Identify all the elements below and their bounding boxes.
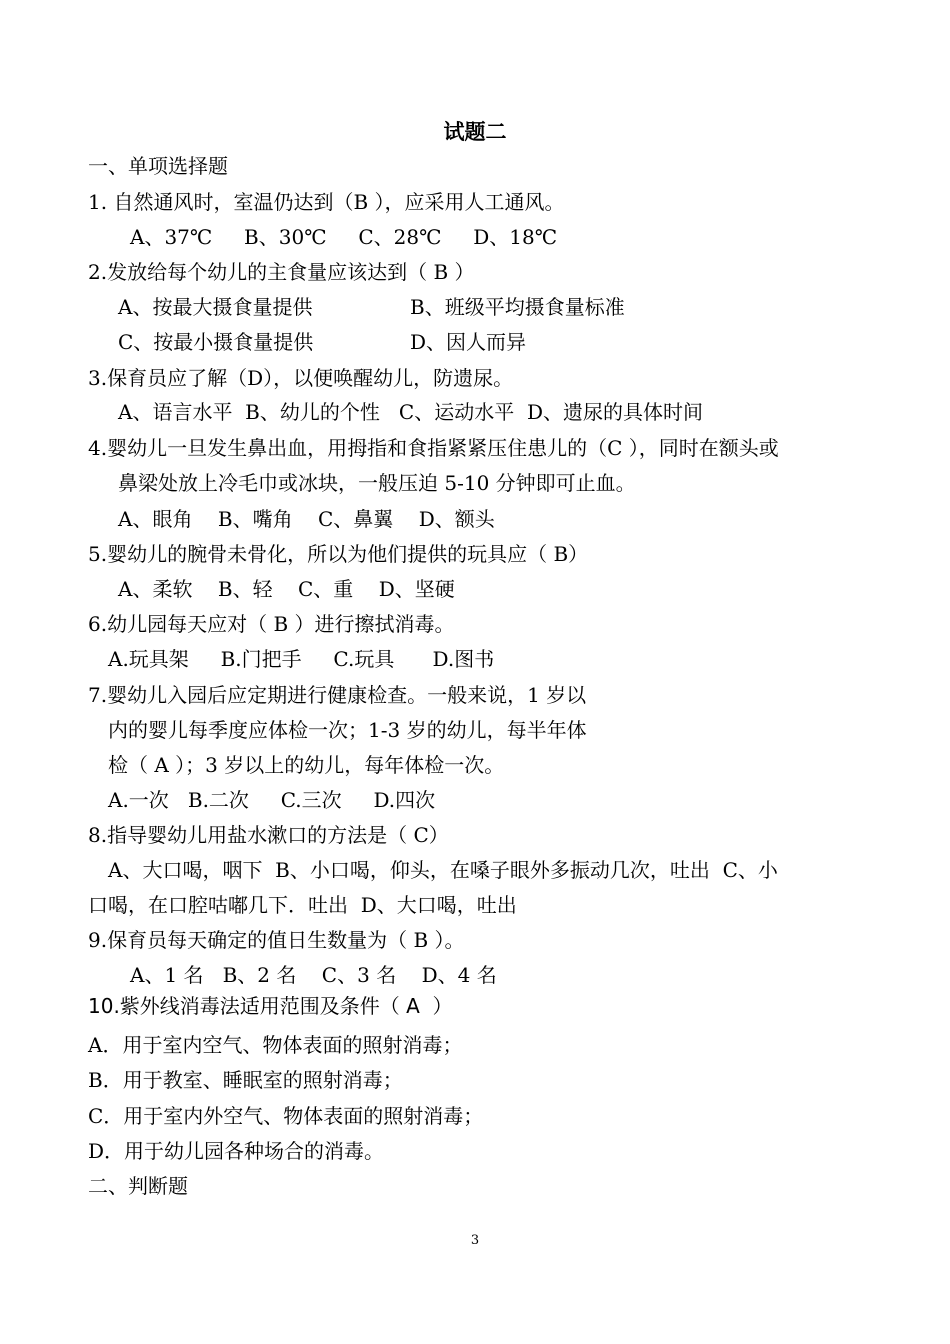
question-7-stem-line-2: 内的婴儿每季度应体检一次；1-3 岁的幼儿，每半年体 [108, 718, 587, 742]
question-5-options: A、柔软 B、轻 C、重 D、坚硬 [118, 577, 455, 601]
question-2-stem: 2.发放给每个幼儿的主食量应该达到（ B ） [88, 260, 475, 284]
question-10-option-c: C．用于室内外空气、物体表面的照射消毒； [88, 1104, 484, 1128]
question-7-stem-line-3: 检（ A ）；3 岁以上的幼儿，每年体检一次。 [108, 753, 505, 777]
question-10-stem: 10.紫外线消毒法适用范围及条件（ A ） [88, 994, 453, 1018]
question-8-options-line-2: 口喝，在口腔咕嘟几下．吐出 D、大口喝，吐出 [88, 893, 517, 917]
question-4-stem-line-1: 4.婴幼儿一旦发生鼻出血，用拇指和食指紧紧压住患儿的（C ），同时在额头或 [88, 436, 779, 460]
question-2-option-a: A、按最大摄食量提供 [118, 295, 313, 319]
question-8-options-line-1: A、大口喝，咽下 B、小口喝，仰头，在嗓子眼外多振动几次，吐出 C、小 [108, 858, 778, 882]
question-10-option-b: B．用于教室、睡眠室的照射消毒； [88, 1068, 403, 1092]
question-2-option-d: D、因人而异 [410, 330, 527, 354]
section-heading-single-choice: 一、单项选择题 [88, 154, 228, 178]
question-5-stem: 5.婴幼儿的腕骨未骨化，所以为他们提供的玩具应（ B） [88, 542, 589, 566]
question-10-option-d: D．用于幼儿园各种场合的消毒。 [88, 1139, 385, 1163]
question-4-options: A、眼角 B、嘴角 C、鼻翼 D、额头 [118, 507, 495, 531]
question-3-stem: 3.保育员应了解（D），以便唤醒幼儿，防遗尿。 [88, 366, 514, 390]
section-heading-true-false: 二、判断题 [88, 1174, 188, 1198]
question-1-options: A、37℃ B、30℃ C、28℃ D、18℃ [130, 225, 558, 249]
question-2-option-c: C、按最小摄食量提供 [118, 330, 314, 354]
page-title: 试题二 [443, 120, 507, 144]
question-9-stem: 9.保育员每天确定的值日生数量为（ B ）。 [88, 928, 465, 952]
question-9-options: A、1 名 B、2 名 C、3 名 D、4 名 [130, 963, 497, 987]
question-8-stem: 8.指导婴幼儿用盐水漱口的方法是（ C） [88, 823, 449, 847]
question-4-stem-line-2: 鼻梁处放上冷毛巾或冰块，一般压迫 5-10 分钟即可止血。 [118, 471, 636, 495]
question-7-stem-line-1: 7.婴幼儿入园后应定期进行健康检查。一般来说，1 岁以 [88, 683, 587, 707]
question-10-option-a: A．用于室内空气、物体表面的照射消毒； [88, 1033, 463, 1057]
question-1-stem: 1. 自然通风时，室温仍达到（B ），应采用人工通风。 [88, 190, 565, 214]
question-6-options: A.玩具架 B.门把手 C.玩具 D.图书 [108, 647, 495, 671]
question-6-stem: 6.幼儿园每天应对（ B ）进行擦拭消毒。 [88, 612, 455, 636]
question-7-options: A.一次 B.二次 C.三次 D.四次 [108, 788, 436, 812]
question-3-options: A、语言水平 B、幼儿的个性 C、运动水平 D、遗尿的具体时间 [118, 400, 703, 424]
question-2-option-b: B、班级平均摄食量标准 [410, 295, 625, 319]
page-number: 3 [470, 1233, 480, 1248]
